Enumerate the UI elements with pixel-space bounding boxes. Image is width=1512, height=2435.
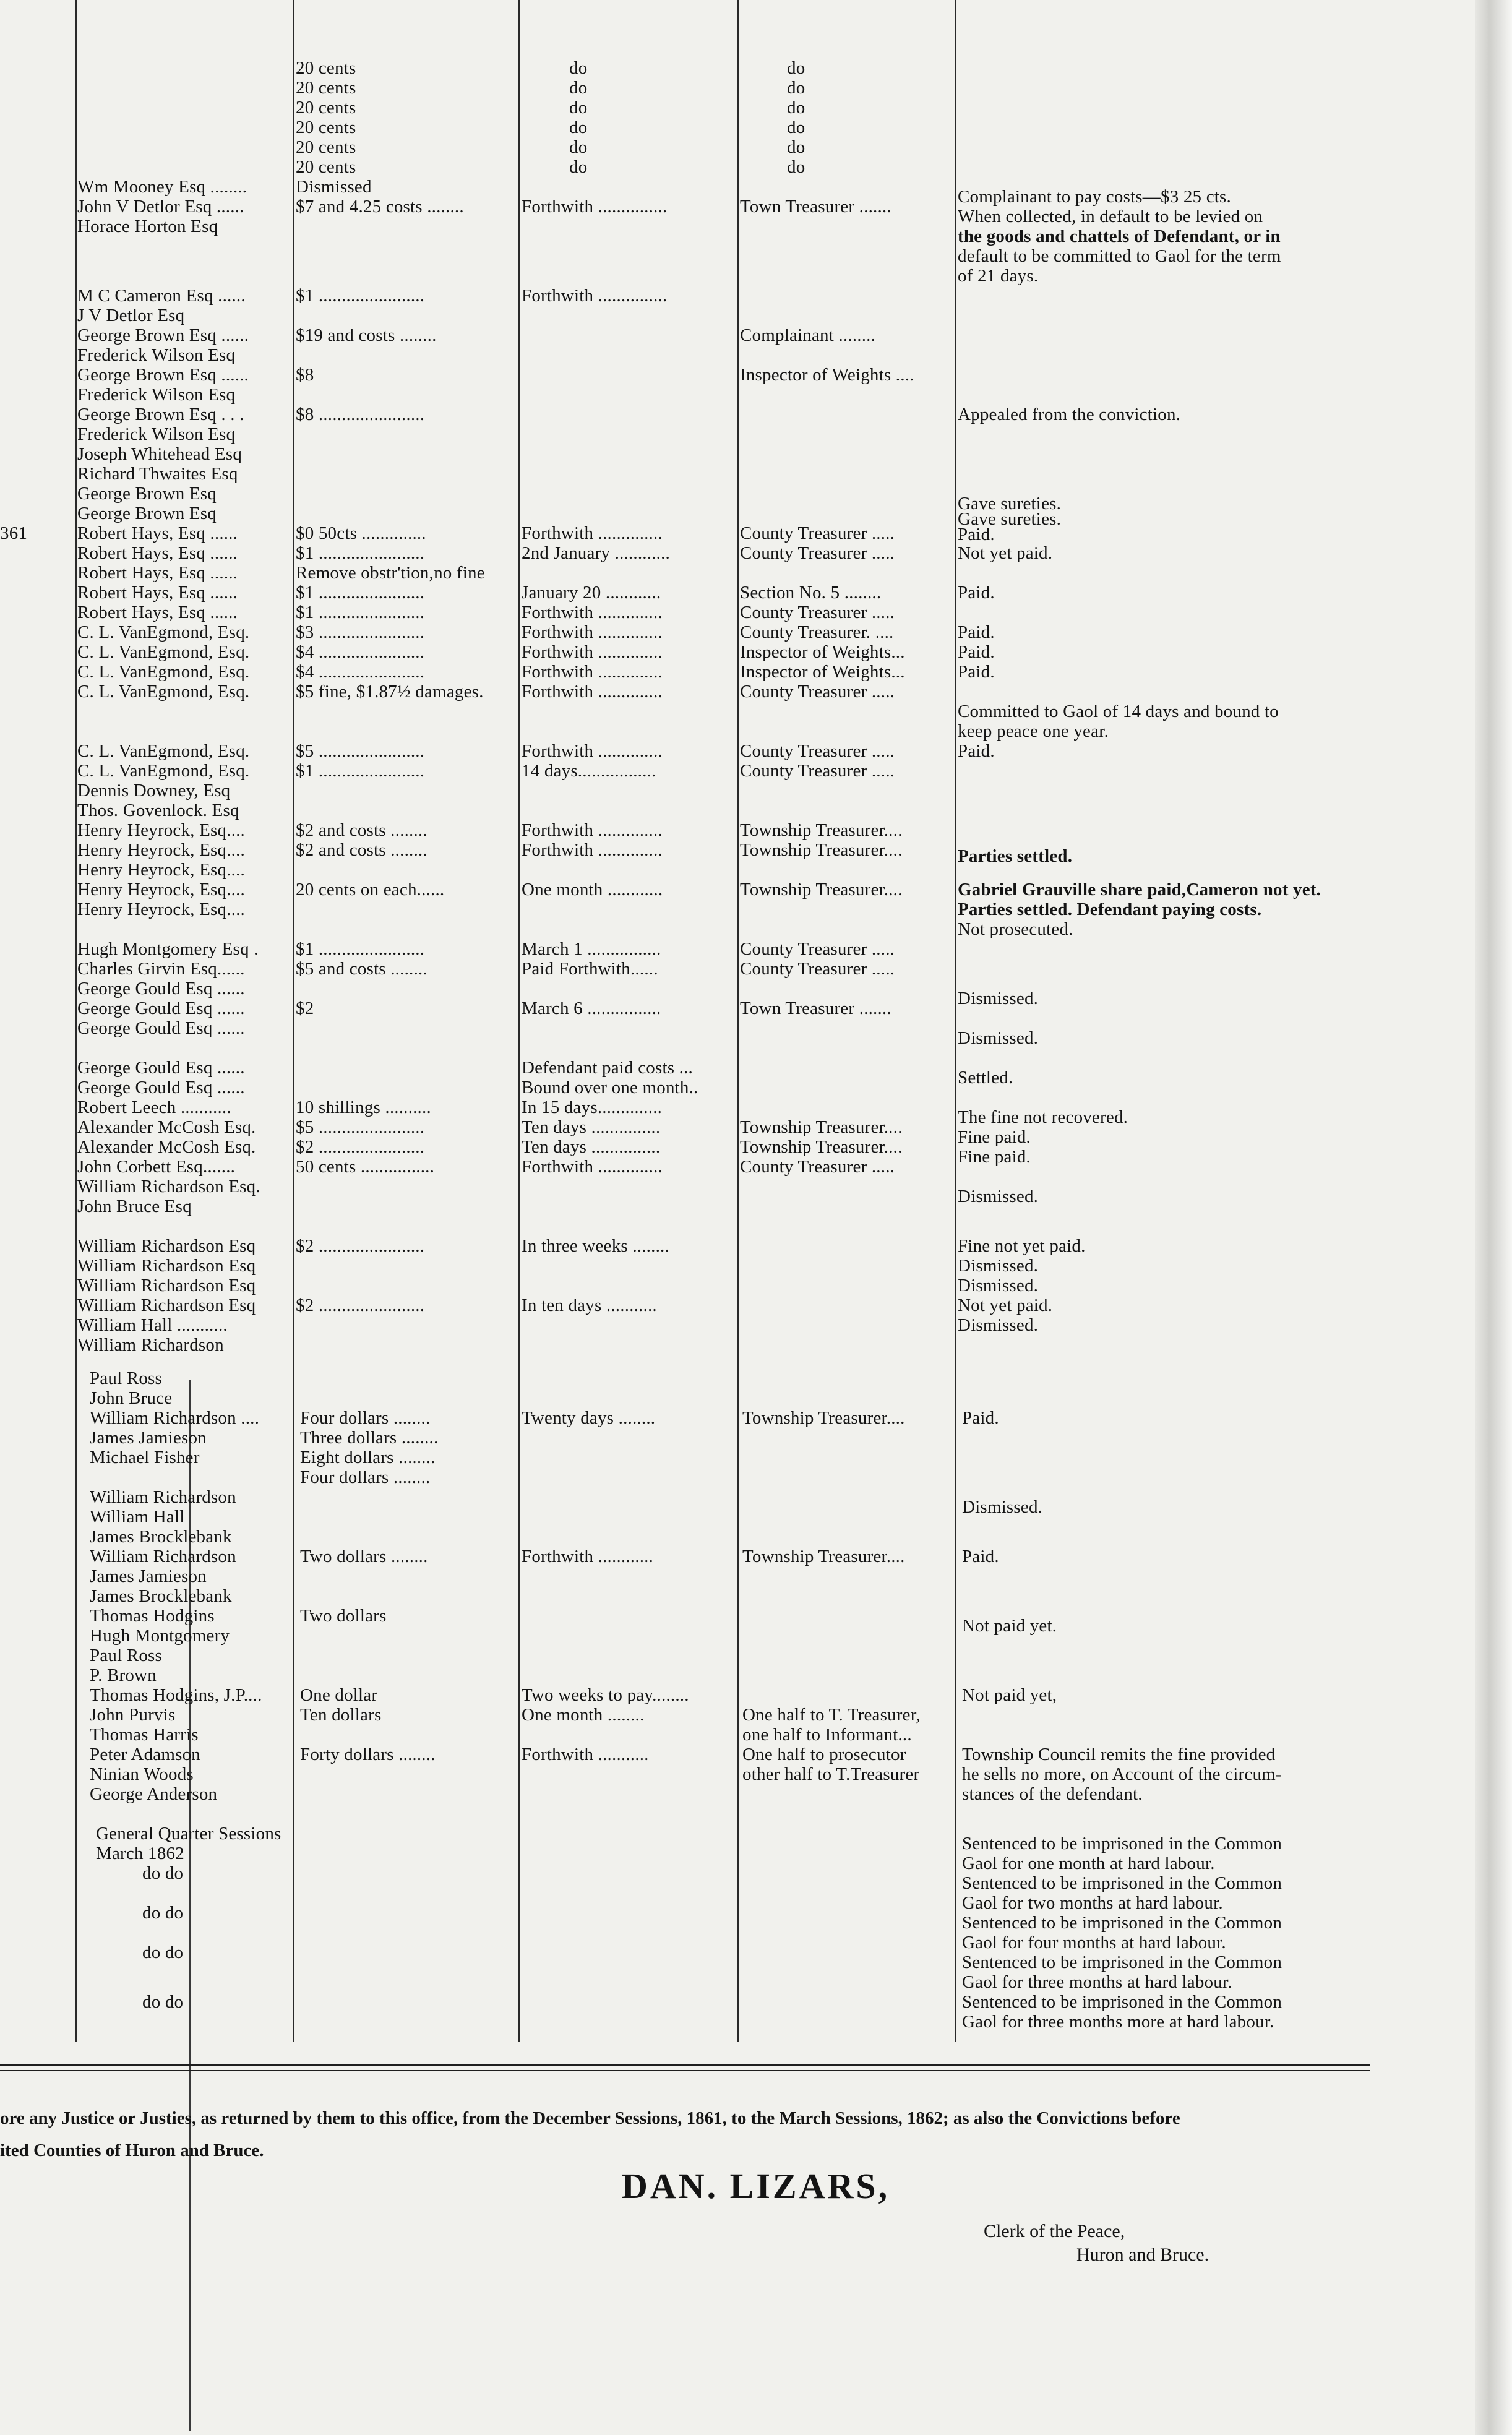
cell-justice: Robert Hays, Esq ...... [77, 603, 238, 622]
cell-amount: Eight dollars ........ [300, 1448, 436, 1467]
cell-to: do [787, 78, 805, 98]
cell-amount: $5 and costs ........ [296, 959, 427, 979]
cell-justice: William Hall ........... [77, 1315, 228, 1335]
cell-justice: Robert Hays, Esq ...... [77, 583, 238, 603]
cell-when: Forthwith ........... [522, 1745, 649, 1764]
cell-amount: $5 ....................... [296, 741, 425, 761]
cell-justice: C. L. VanEgmond, Esq. [77, 682, 250, 702]
cell-to: Township Treasurer.... [740, 820, 903, 840]
cell-amount: $2 ....................... [296, 1137, 425, 1157]
cell-justice: General Quarter Sessions [96, 1824, 281, 1844]
cell-to: County Treasurer ..... [740, 761, 895, 781]
cell-justice: James Jamieson [90, 1566, 207, 1586]
cell-when: 14 days................. [522, 761, 656, 781]
cell-justice: Richard Thwaites Esq [77, 464, 238, 484]
cell-justice: Henry Heyrock, Esq.... [77, 860, 245, 880]
cell-amount: $2 and costs ........ [296, 840, 427, 860]
table-bottom-double-rule [0, 2070, 1370, 2071]
cell-justice: Dennis Downey, Esq [77, 781, 231, 801]
cell-amount: $1 ....................... [296, 761, 425, 781]
cell-amount: $4 ....................... [296, 642, 425, 662]
cell-when: Ten days ............... [522, 1117, 661, 1137]
cell-to: Township Treasurer.... [740, 1137, 903, 1157]
cell-justice: James Brocklebank [90, 1586, 232, 1606]
cell-amount: $2 ....................... [296, 1236, 425, 1256]
cell-amount: $1 ....................... [296, 543, 425, 563]
cell-when: Forthwith .............. [522, 523, 663, 543]
column-rule-amount [293, 0, 294, 2042]
cell-when: Two weeks to pay........ [522, 1685, 689, 1705]
cell-justice: Peter Adamson [90, 1745, 200, 1764]
cell-remark: Dismissed. [958, 1028, 1039, 1048]
cell-remark: of 21 days. [958, 266, 1039, 286]
cell-to: County Treasurer ..... [740, 1157, 895, 1177]
column-rule-to [737, 0, 739, 2042]
cell-remark: Paid. [958, 622, 995, 642]
cell-justice: do do [142, 1943, 184, 1962]
cell-remark: Paid. [958, 583, 995, 603]
cell-justice: Frederick Wilson Esq [77, 424, 236, 444]
cell-justice: Henry Heyrock, Esq.... [77, 900, 245, 919]
cell-remark: stances of the defendant. [962, 1784, 1143, 1804]
cell-remark: Fine paid. [958, 1127, 1031, 1147]
cell-justice: Hugh Montgomery Esq . [77, 939, 259, 959]
cell-justice: C. L. VanEgmond, Esq. [77, 622, 250, 642]
cell-when: Forthwith .............. [522, 622, 663, 642]
cell-justice: Michael Fisher [90, 1448, 200, 1467]
cell-remark: Gave sureties. [958, 494, 1062, 513]
cell-remark: Paid. [958, 662, 995, 682]
cell-justice: Thomas Hodgins [90, 1606, 215, 1626]
cell-justice: William Richardson [77, 1335, 224, 1355]
cell-amount: Two dollars ........ [300, 1547, 428, 1566]
cell-remark: Sentenced to be imprisoned in the Common [962, 1952, 1282, 1972]
cell-remark: Dismissed. [962, 1497, 1043, 1517]
cell-amount: 20 cents on each...... [296, 880, 445, 900]
cell-amount: Four dollars ........ [300, 1467, 431, 1487]
cell-when: do [569, 118, 588, 137]
cell-when: do [569, 98, 588, 118]
cell-amount: 20 cents [296, 98, 356, 118]
cell-amount: Two dollars [300, 1606, 387, 1626]
cell-remark: keep peace one year. [958, 721, 1109, 741]
cell-remark: Paid. [962, 1408, 999, 1428]
column-rule-when [518, 0, 520, 2042]
cell-justice: James Jamieson [90, 1428, 207, 1448]
signature-name: DAN. LIZARS, [622, 2166, 890, 2206]
cell-when: Defendant paid costs ... [522, 1058, 694, 1078]
cell-remark: Settled. [958, 1068, 1013, 1088]
signature-title-1: Clerk of the Peace, [984, 2221, 1125, 2241]
cell-justice: George Gould Esq ...... [77, 1078, 245, 1097]
cell-remark: Dismissed. [958, 1187, 1039, 1206]
cell-justice: Paul Ross [90, 1646, 163, 1665]
cell-when: do [569, 78, 588, 98]
cell-justice: C. L. VanEgmond, Esq. [77, 642, 250, 662]
cell-to: Township Treasurer.... [740, 1117, 903, 1137]
footer-note-line-1: ore any Justice or Justies, as returned by them to this office, from the December Sessions, 1861, to the March Sessions, 1862; as also the Convictions before [0, 2108, 1180, 2128]
cell-amount: $2 ....................... [296, 1295, 425, 1315]
cell-justice: Frederick Wilson Esq [77, 385, 236, 405]
cell-remark: Paid. [962, 1547, 999, 1566]
cell-remark: Paid. [958, 741, 995, 761]
cell-remark: Dismissed. [958, 1315, 1039, 1335]
cell-remark: When collected, in default to be levied on [958, 207, 1263, 226]
cell-amount: $4 ....................... [296, 662, 425, 682]
cell-amount: $5 fine, $1.87½ damages. [296, 682, 484, 702]
cell-remark: default to be committed to Gaol for the term [958, 246, 1281, 266]
cell-justice: M C Cameron Esq ...... [77, 286, 246, 306]
cell-justice: William Richardson .... [90, 1408, 260, 1428]
cell-to: County Treasurer. .... [740, 622, 894, 642]
cell-remark: Not paid yet. [962, 1616, 1057, 1636]
cell-to: do [787, 157, 805, 177]
cell-justice: William Richardson Esq. [77, 1177, 260, 1196]
cell-remark: Paid. [958, 525, 995, 544]
cell-justice: J V Detlor Esq [77, 306, 185, 325]
cell-to: Inspector of Weights... [740, 662, 905, 682]
cell-to: other half to T.Treasurer [742, 1764, 920, 1784]
cell-when: Forthwith .............. [522, 741, 663, 761]
cell-amount: Remove obstr'tion,no fine [296, 563, 485, 583]
cell-remark: Dismissed. [958, 1276, 1039, 1295]
cell-when: One month ............ [522, 880, 663, 900]
cell-justice: John Bruce Esq [77, 1196, 192, 1216]
cell-to: Township Treasurer.... [740, 840, 903, 860]
cell-when: Twenty days ........ [522, 1408, 656, 1428]
cell-remark: Not yet paid. [958, 1295, 1053, 1315]
cell-to: Inspector of Weights... [740, 642, 905, 662]
cell-when: Forthwith .............. [522, 840, 663, 860]
cell-amount: $0 50cts .............. [296, 523, 426, 543]
cell-to: County Treasurer ..... [740, 543, 895, 563]
cell-justice: George Brown Esq [77, 504, 217, 523]
cell-to: Town Treasurer ....... [740, 197, 891, 217]
cell-justice: Charles Girvin Esq...... [77, 959, 245, 979]
cell-justice: John Corbett Esq....... [77, 1157, 236, 1177]
cell-amount: 50 cents ................ [296, 1157, 435, 1177]
cell-amount: $8 [296, 365, 314, 385]
cell-when: In 15 days.............. [522, 1097, 663, 1117]
cell-amount: $1 ....................... [296, 939, 425, 959]
cell-justice: William Richardson [90, 1547, 236, 1566]
cell-remark: Not yet paid. [958, 543, 1053, 563]
cell-amount: $7 and 4.25 costs ........ [296, 197, 464, 217]
cell-amount: Four dollars ........ [300, 1408, 431, 1428]
cell-when: March 6 ................ [522, 998, 661, 1018]
footer-note-line-2: ited Counties of Huron and Bruce. [0, 2141, 264, 2160]
cell-justice: do do [142, 1992, 184, 2012]
cell-justice: Robert Hays, Esq ...... [77, 523, 238, 543]
cell-when: In three weeks ........ [522, 1236, 669, 1256]
cell-when: Forthwith .............. [522, 1157, 663, 1177]
cell-justice: Alexander McCosh Esq. [77, 1137, 256, 1157]
cell-to: County Treasurer ..... [740, 682, 895, 702]
cell-justice: C. L. VanEgmond, Esq. [77, 662, 250, 682]
cell-justice: Henry Heyrock, Esq.... [77, 880, 245, 900]
cell-remark: Sentenced to be imprisoned in the Common [962, 1873, 1282, 1893]
cell-to: Section No. 5 ........ [740, 583, 882, 603]
cell-justice: P. Brown [90, 1665, 157, 1685]
cell-justice: William Richardson Esq [77, 1256, 256, 1276]
cell-justice: Robert Hays, Esq ...... [77, 563, 238, 583]
cell-justice: Joseph Whitehead Esq [77, 444, 243, 464]
cell-remark: Dismissed. [958, 1256, 1039, 1276]
cell-to: County Treasurer ..... [740, 741, 895, 761]
cell-when: Forthwith .............. [522, 682, 663, 702]
cell-amount: $1 ....................... [296, 603, 425, 622]
cell-justice: do do [142, 1903, 184, 1923]
cell-amount: $19 and costs ........ [296, 325, 437, 345]
cell-remark: Gabriel Grauville share paid,Cameron not yet. [958, 880, 1321, 900]
cell-when: In ten days ........... [522, 1295, 657, 1315]
cell-remark: Sentenced to be imprisoned in the Common [962, 1913, 1282, 1933]
cell-justice: Ninian Woods [90, 1764, 194, 1784]
cell-remark: Fine not yet paid. [958, 1236, 1086, 1256]
cell-justice: George Anderson [90, 1784, 218, 1804]
cell-when: do [569, 58, 588, 78]
cell-justice: C. L. VanEgmond, Esq. [77, 741, 250, 761]
cell-amount: Ten dollars [300, 1705, 382, 1725]
cell-to: Township Treasurer.... [742, 1547, 905, 1566]
cell-justice: James Brocklebank [90, 1527, 232, 1547]
cell-remark: Sentenced to be imprisoned in the Common [962, 1834, 1282, 1853]
cell-when: 2nd January ............ [522, 543, 670, 563]
cell-when: January 20 ............ [522, 583, 661, 603]
cell-amount: $1 ....................... [296, 583, 425, 603]
cell-justice: Robert Hays, Esq ...... [77, 543, 238, 563]
cell-justice: March 1862 [96, 1844, 184, 1863]
cell-justice: Robert Leech ........... [77, 1097, 231, 1117]
cell-remark: Fine paid. [958, 1147, 1031, 1167]
cell-amount: $2 and costs ........ [296, 820, 427, 840]
cell-remark: Gaol for four months at hard labour. [962, 1933, 1226, 1952]
cell-when: March 1 ................ [522, 939, 661, 959]
cell-justice: Henry Heyrock, Esq.... [77, 840, 245, 860]
cell-when: Forthwith ............... [522, 286, 668, 306]
cell-amount: $2 [296, 998, 314, 1018]
cell-justice: Thos. Govenlock. Esq [77, 801, 239, 820]
cell-amount: $3 ....................... [296, 622, 425, 642]
cell-when: Ten days ............... [522, 1137, 661, 1157]
cell-remark: The fine not recovered. [958, 1107, 1128, 1127]
cell-to: County Treasurer ..... [740, 959, 895, 979]
cell-amount: 20 cents [296, 58, 356, 78]
cell-to: Inspector of Weights .... [740, 365, 914, 385]
cell-to: do [787, 98, 805, 118]
cell-justice: Paul Ross [90, 1368, 163, 1388]
cell-remark: Gaol for three months at hard labour. [962, 1972, 1232, 1992]
cell-remark: Appealed from the conviction. [958, 405, 1181, 424]
cell-justice: William Richardson [90, 1487, 236, 1507]
cell-amount: One dollar [300, 1685, 378, 1705]
cell-date: 361 [0, 523, 28, 543]
cell-to: Town Treasurer ....... [740, 998, 891, 1018]
cell-when: Forthwith ............ [522, 1547, 654, 1566]
cell-to: one half to Informant... [742, 1725, 912, 1745]
cell-to: Complainant ........ [740, 325, 876, 345]
cell-justice: Wm Mooney Esq ........ [77, 177, 247, 197]
cell-to: Township Treasurer.... [742, 1408, 905, 1428]
cell-remark: Gaol for three months more at hard labour. [962, 2012, 1274, 2032]
cell-to: County Treasurer ..... [740, 523, 895, 543]
page-edge-shadow [1475, 0, 1512, 2435]
cell-justice: C. L. VanEgmond, Esq. [77, 761, 250, 781]
cell-when: One month ........ [522, 1705, 645, 1725]
cell-amount: 20 cents [296, 118, 356, 137]
cell-to: County Treasurer ..... [740, 603, 895, 622]
cell-remark: Paid. [958, 642, 995, 662]
cell-justice: John V Detlor Esq ...... [77, 197, 244, 217]
cell-justice: Thomas Hodgins, J.P.... [90, 1685, 262, 1705]
cell-amount: 10 shillings .......... [296, 1097, 431, 1117]
table-bottom-rule [0, 2064, 1370, 2066]
cell-to: One half to T. Treasurer, [742, 1705, 921, 1725]
cell-justice: George Brown Esq ...... [77, 365, 249, 385]
cell-when: Paid Forthwith...... [522, 959, 658, 979]
cell-justice: Horace Horton Esq [77, 217, 218, 236]
cell-remark: Complainant to pay costs—$3 25 cts. [958, 187, 1231, 207]
cell-when: do [569, 137, 588, 157]
cell-amount: $8 ....................... [296, 405, 425, 424]
cell-amount: Three dollars ........ [300, 1428, 439, 1448]
cell-to: do [787, 58, 805, 78]
cell-remark: Parties settled. Defendant paying costs. [958, 900, 1262, 919]
cell-amount: $5 ....................... [296, 1117, 425, 1137]
cell-amount: $1 ....................... [296, 286, 425, 306]
cell-when: Bound over one month.. [522, 1078, 698, 1097]
cell-when: Forthwith .............. [522, 642, 663, 662]
cell-amount: Forty dollars ........ [300, 1745, 436, 1764]
cell-amount: 20 cents [296, 157, 356, 177]
cell-justice: John Bruce [90, 1388, 173, 1408]
cell-justice: George Brown Esq . . . [77, 405, 244, 424]
cell-remark: Committed to Gaol of 14 days and bound to [958, 702, 1279, 721]
cell-remark: Parties settled. [958, 846, 1073, 866]
cell-justice: George Gould Esq ...... [77, 1018, 245, 1038]
cell-remark: Township Council remits the fine provided [962, 1745, 1276, 1764]
cell-when: Forthwith .............. [522, 820, 663, 840]
cell-to: do [787, 137, 805, 157]
column-rule-remark [955, 0, 956, 2042]
cell-justice: Hugh Montgomery [90, 1626, 230, 1646]
cell-remark: Not paid yet, [962, 1685, 1057, 1705]
cell-to: Township Treasurer.... [740, 880, 903, 900]
cell-amount: 20 cents [296, 78, 356, 98]
cell-when: do [569, 157, 588, 177]
cell-remark: Sentenced to be imprisoned in the Common [962, 1992, 1282, 2012]
cell-remark: the goods and chattels of Defendant, or in [958, 226, 1281, 246]
cell-justice: John Purvis [90, 1705, 176, 1725]
cell-justice: George Brown Esq [77, 484, 217, 504]
cell-remark: he sells no more, on Account of the circum- [962, 1764, 1282, 1784]
cell-justice: George Gould Esq ...... [77, 998, 245, 1018]
cell-justice: William Hall [90, 1507, 185, 1527]
cell-justice: Alexander McCosh Esq. [77, 1117, 256, 1137]
signature-title-2: Huron and Bruce. [1076, 2244, 1209, 2265]
cell-remark: Gaol for one month at hard labour. [962, 1853, 1215, 1873]
cell-remark: Not prosecuted. [958, 919, 1073, 939]
cell-when: Forthwith ............... [522, 197, 668, 217]
cell-remark: Gaol for two months at hard labour. [962, 1893, 1223, 1913]
cell-amount: Dismissed [296, 177, 372, 197]
cell-justice: William Richardson Esq [77, 1276, 256, 1295]
cell-justice: George Gould Esq ...... [77, 1058, 245, 1078]
cell-to: One half to prosecutor [742, 1745, 906, 1764]
cell-to: County Treasurer ..... [740, 939, 895, 959]
cell-justice: George Gould Esq ...... [77, 979, 245, 998]
cell-justice: William Richardson Esq [77, 1295, 256, 1315]
cell-justice: Thomas Harris [90, 1725, 199, 1745]
cell-to: do [787, 118, 805, 137]
cell-justice: George Brown Esq ...... [77, 325, 249, 345]
cell-justice: Frederick Wilson Esq [77, 345, 236, 365]
cell-justice: do do [142, 1863, 184, 1883]
cell-remark: Gave sureties. [958, 509, 1062, 529]
cell-justice: William Richardson Esq [77, 1236, 256, 1256]
cell-amount: 20 cents [296, 137, 356, 157]
cell-when: Forthwith .............. [522, 603, 663, 622]
cell-remark: Dismissed. [958, 989, 1039, 1008]
cell-when: Forthwith .............. [522, 662, 663, 682]
cell-justice: Henry Heyrock, Esq.... [77, 820, 245, 840]
